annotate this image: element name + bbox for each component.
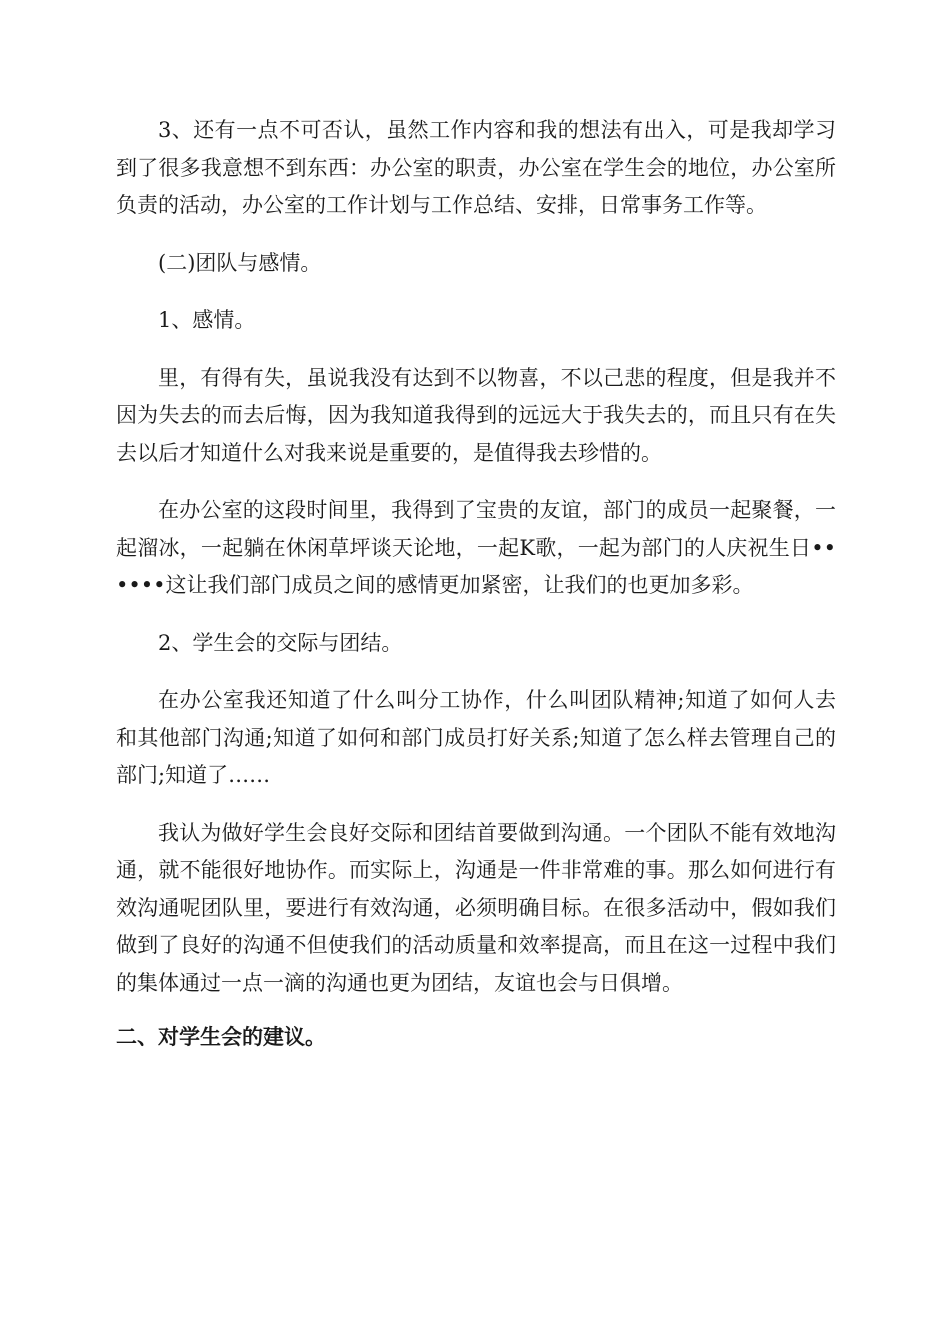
subheading-feelings: 1、感情。: [158, 308, 256, 332]
paragraph-communication: 我认为做好学生会良好交际和团结首要做到沟通。一个团队不能有效地沟通，就不能很好地协作。而实际上，沟通是一件非常难的事。那么如何进行有效沟通呢团队里，要进行有效沟通，必须明确目标。在很多活动中，假如我们做到了良好的沟通不但使我们的活动质量和效率提高，而且在这一过程中我们的集体通过一点一滴的沟通也更为团结，友谊也会与日俱增。: [116, 820, 836, 995]
paragraph-friendship: 在办公室的这段时间里，我得到了宝贵的友谊，部门的成员一起聚餐，一起溜冰，一起躺在休闲草坪谈天论地，一起K歌，一起为部门的人庆祝生日••••••这让我们部门成员之间的感情更加紧密，让我们的也更加多彩。: [116, 498, 836, 597]
subheading-team-and-feelings: (二)团队与感情。: [158, 250, 322, 275]
subheading-communication-unity: 2、学生会的交际与团结。: [158, 630, 403, 655]
paragraph-teamwork: 在办公室我还知道了什么叫分工协作，什么叫团队精神;知道了如何人去和其他部门沟通;知道了如何和部门成员打好关系;知道了怎么样去管理自己的部门;知道了……: [116, 688, 836, 787]
document-page: [116, 112, 836, 1056]
section-heading-suggestions: 二、对学生会的建议。: [116, 1024, 326, 1049]
paragraph-office-learnings: 3、还有一点不可否认，虽然工作内容和我的想法有出入，可是我却学习到了很多我意想不到东西：办公室的职责，办公室在学生会的地位，办公室所负责的活动，办公室的工作计划与工作总结、安排，日常事务工作等。: [116, 118, 836, 217]
paragraph-gains-and-losses: 里，有得有失，虽说我没有达到不以物喜，不以己悲的程度，但是我并不因为失去的而去后悔，因为我知道我得到的远远大于我失去的，而且只有在失去以后才知道什么对我来说是重要的，是值得我去珍惜的。: [116, 365, 836, 465]
